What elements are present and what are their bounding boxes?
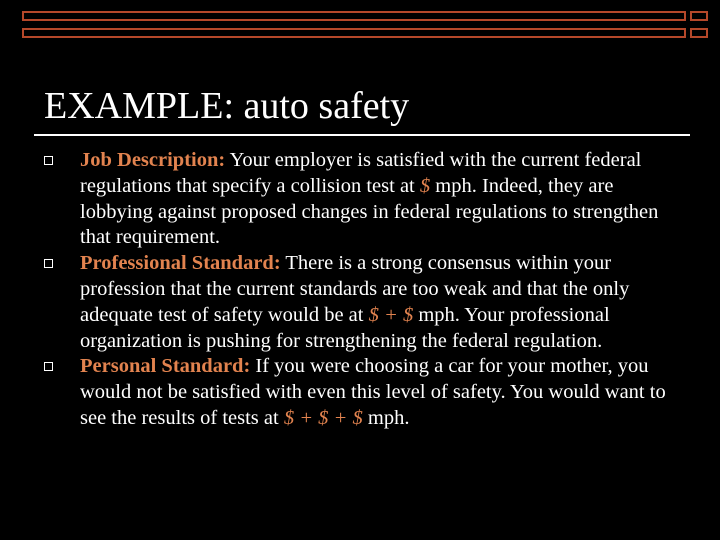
dollar-symbol: $ [352, 406, 363, 429]
bullet-text: mph. [362, 406, 410, 429]
bullet-personal-standard [40, 354, 690, 431]
decoration-bar-upper [22, 11, 686, 21]
bullet-list [40, 148, 690, 432]
bullet-text: Your employer is satisfied with the current federal regulations that specify a collision test at [80, 149, 642, 197]
bullet-text: mph. Indeed, they are lobbying against proposed changes in federal regulations to strengthen that requirement. [80, 174, 659, 249]
dollar-symbol: $ [368, 303, 379, 326]
decoration-square-upper [690, 11, 708, 21]
hollow-square-icon [44, 259, 53, 268]
bullet-label: Professional Standard: [80, 252, 281, 275]
bullet-job-description [40, 148, 690, 251]
bullet-label: Job Description: [80, 149, 226, 171]
bullet-text: If you were choosing a car for your mother, you would not be satisfied with even this level of safety. You would want to see the results of tests at [80, 355, 666, 429]
bullet-text: There is a strong consensus within your profession that the current standards are too weak and that the only adequate test of safety would be at [80, 252, 630, 326]
hollow-square-icon [44, 362, 53, 371]
decoration-bar-lower [22, 28, 686, 38]
bullet-text: mph. Your professional organization is pushing for strengthening the federal regulation. [80, 303, 610, 352]
dollar-symbol: $ [402, 303, 414, 326]
hollow-square-icon [44, 156, 53, 165]
dollar-symbol: $ [283, 406, 295, 429]
slide-title: EXAMPLE: auto safety [44, 85, 410, 127]
top-decoration [22, 11, 708, 40]
title-divider [34, 134, 690, 136]
plus-operator: + [294, 406, 319, 429]
bullet-professional-standard [40, 251, 690, 354]
plus-operator: + [378, 303, 403, 326]
bullet-label: Personal Standard: [80, 355, 251, 378]
dollar-symbol: $ [318, 406, 329, 429]
decoration-square-lower [690, 28, 708, 38]
dollar-symbol: $ [419, 174, 431, 197]
plus-operator: + [328, 406, 353, 429]
